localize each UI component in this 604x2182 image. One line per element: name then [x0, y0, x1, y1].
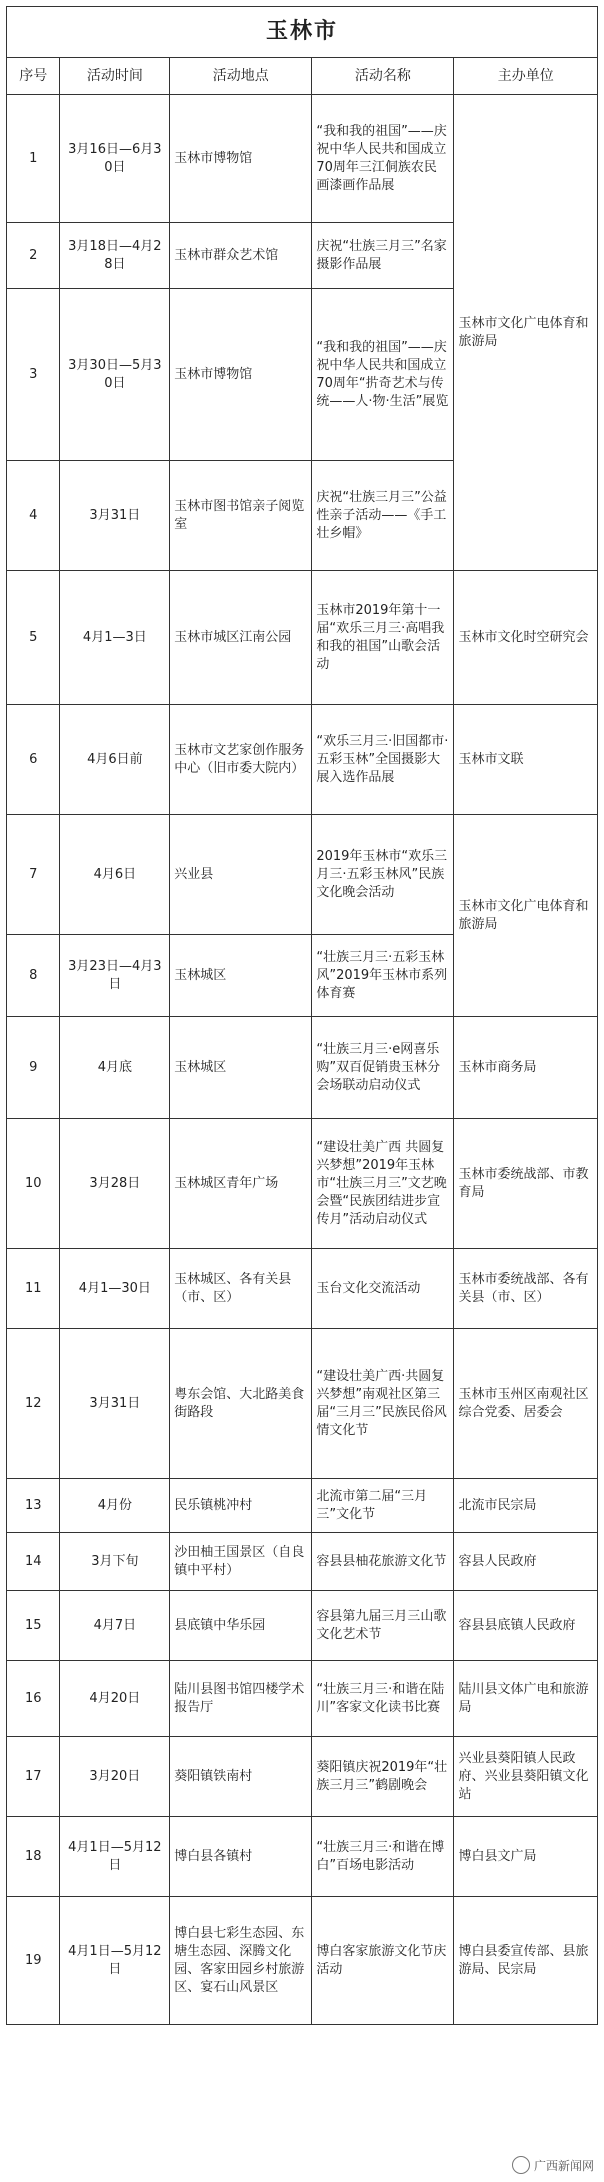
- row-organizer: 玉林市文联: [454, 705, 598, 815]
- row-place: 玉林城区青年广场: [170, 1119, 312, 1249]
- table-title: 玉林市: [7, 7, 598, 58]
- row-no: 13: [7, 1479, 60, 1533]
- row-place: 博白县各镇村: [170, 1817, 312, 1897]
- row-name: 博白客家旅游文化节庆活动: [312, 1897, 454, 2025]
- table-row: [7, 1479, 598, 1533]
- row-no: 2: [7, 223, 60, 289]
- row-time: 4月6日: [60, 815, 170, 935]
- row-place: 陆川县图书馆四楼学术报告厅: [170, 1661, 312, 1737]
- row-time: 3月23日—4月3日: [60, 935, 170, 1017]
- row-place: 博白县七彩生态园、东塘生态园、深腾文化园、客家田园乡村旅游区、宴石山风景区: [170, 1897, 312, 2025]
- row-place: 玉林城区: [170, 935, 312, 1017]
- row-name: 庆祝“壮族三月三”公益性亲子活动——《手工壮乡帽》: [312, 461, 454, 571]
- row-place: 民乐镇桃冲村: [170, 1479, 312, 1533]
- row-time: 4月1—30日: [60, 1249, 170, 1329]
- row-name: 2019年玉林市“欢乐三月三·五彩玉林风”民族文化晚会活动: [312, 815, 454, 935]
- row-no: 6: [7, 705, 60, 815]
- row-name: 庆祝“壮族三月三”名家摄影作品展: [312, 223, 454, 289]
- row-no: 16: [7, 1661, 60, 1737]
- table-row: [7, 1661, 598, 1737]
- row-name: 容县县柚花旅游文化节: [312, 1533, 454, 1591]
- row-name: “壮族三月三·和谐在博白”百场电影活动: [312, 1817, 454, 1897]
- row-organizer: 玉林市文化广电体育和旅游局: [454, 815, 598, 1017]
- table-row: [7, 1591, 598, 1661]
- header-place: 活动地点: [170, 58, 312, 95]
- table-row: [7, 1817, 598, 1897]
- table-row: [7, 1017, 598, 1119]
- row-place: 粤东会馆、大北路美食街路段: [170, 1329, 312, 1479]
- row-place: 沙田柚王国景区（自良镇中平村）: [170, 1533, 312, 1591]
- row-no: 14: [7, 1533, 60, 1591]
- row-organizer: 玉林市委统战部、市教育局: [454, 1119, 598, 1249]
- table-row: [7, 1119, 598, 1249]
- row-no: 8: [7, 935, 60, 1017]
- row-name: 北流市第二届“三月三”文化节: [312, 1479, 454, 1533]
- row-place: 玉林城区: [170, 1017, 312, 1119]
- table-row: [7, 95, 598, 223]
- row-organizer: 容县人民政府: [454, 1533, 598, 1591]
- header-time: 活动时间: [60, 58, 170, 95]
- row-time: 3月下旬: [60, 1533, 170, 1591]
- table-row: [7, 1533, 598, 1591]
- row-time: 4月底: [60, 1017, 170, 1119]
- watermark: [512, 2156, 594, 2174]
- row-time: 3月16日—6月30日: [60, 95, 170, 223]
- row-time: 3月20日: [60, 1737, 170, 1817]
- row-name: “建设壮美广西 共圆复兴梦想”2019年玉林市“壮族三月三”文艺晚会暨“民族团结进步宣传月”活动启动仪式: [312, 1119, 454, 1249]
- row-name: 玉林市2019年第十一届“欢乐三月三·高唱我和我的祖国”山歌会活动: [312, 571, 454, 705]
- row-no: 10: [7, 1119, 60, 1249]
- table-row: [7, 571, 598, 705]
- table-row: [7, 1329, 598, 1479]
- row-time: 3月30日—5月30日: [60, 289, 170, 461]
- row-name: “建设壮美广西·共圆复兴梦想”南观社区第三届“三月三”民族民俗风情文化节: [312, 1329, 454, 1479]
- row-no: 7: [7, 815, 60, 935]
- row-organizer: 玉林市玉州区南观社区综合党委、居委会: [454, 1329, 598, 1479]
- row-no: 4: [7, 461, 60, 571]
- row-organizer: 北流市民宗局: [454, 1479, 598, 1533]
- header-no: 序号: [7, 58, 60, 95]
- row-name: “壮族三月三·e网喜乐购”双百促销贵玉林分会场联动启动仪式: [312, 1017, 454, 1119]
- header-name: 活动名称: [312, 58, 454, 95]
- row-name: “我和我的祖国”——庆祝中华人民共和国成立70周年“扸奇艺术与传统——人·物·生活”展览: [312, 289, 454, 461]
- row-organizer: 玉林市商务局: [454, 1017, 598, 1119]
- row-place: 葵阳镇铁南村: [170, 1737, 312, 1817]
- row-name: “壮族三月三·和谐在陆川”客家文化读书比赛: [312, 1661, 454, 1737]
- row-place: 玉林市博物馆: [170, 95, 312, 223]
- row-place: 玉林城区、各有关县（市、区）: [170, 1249, 312, 1329]
- row-no: 9: [7, 1017, 60, 1119]
- row-time: 3月31日: [60, 461, 170, 571]
- row-time: 3月18日—4月28日: [60, 223, 170, 289]
- row-no: 12: [7, 1329, 60, 1479]
- wechat-icon: [512, 2156, 530, 2174]
- row-name: “欢乐三月三·旧国都市·五彩玉林”全国摄影大展入选作品展: [312, 705, 454, 815]
- row-organizer: 玉林市委统战部、各有关县（市、区）: [454, 1249, 598, 1329]
- row-name: 玉台文化交流活动: [312, 1249, 454, 1329]
- row-time: 4月7日: [60, 1591, 170, 1661]
- row-no: 17: [7, 1737, 60, 1817]
- row-time: 3月28日: [60, 1119, 170, 1249]
- row-organizer: 容县县底镇人民政府: [454, 1591, 598, 1661]
- table-row: [7, 1737, 598, 1817]
- table-row: [7, 705, 598, 815]
- row-time: 4月1日—5月12日: [60, 1897, 170, 2025]
- row-time: 4月6日前: [60, 705, 170, 815]
- row-no: 5: [7, 571, 60, 705]
- row-time: 3月31日: [60, 1329, 170, 1479]
- row-organizer: 兴业县葵阳镇人民政府、兴业县葵阳镇文化站: [454, 1737, 598, 1817]
- row-organizer: 玉林市文化广电体育和旅游局: [454, 95, 598, 571]
- row-organizer: 陆川县文体广电和旅游局: [454, 1661, 598, 1737]
- row-place: 玉林市城区江南公园: [170, 571, 312, 705]
- table-row: [7, 1897, 598, 2025]
- row-name: “我和我的祖国”——庆祝中华人民共和国成立70周年三江侗族农民画漆画作品展: [312, 95, 454, 223]
- table-row: [7, 1249, 598, 1329]
- row-name: 葵阳镇庆祝2019年“壮族三月三”鹤剧晚会: [312, 1737, 454, 1817]
- header-organizer: 主办单位: [454, 58, 598, 95]
- row-no: 15: [7, 1591, 60, 1661]
- watermark-text: 广西新闻网: [533, 2158, 594, 2173]
- row-name: “壮族三月三·五彩玉林风”2019年玉林市系列体育赛: [312, 935, 454, 1017]
- row-no: 3: [7, 289, 60, 461]
- row-time: 4月20日: [60, 1661, 170, 1737]
- row-time: 4月1—3日: [60, 571, 170, 705]
- table-row: [7, 815, 598, 935]
- row-time: 4月1日—5月12日: [60, 1817, 170, 1897]
- row-no: 19: [7, 1897, 60, 2025]
- row-place: 玉林市博物馆: [170, 289, 312, 461]
- row-organizer: 玉林市文化时空研究会: [454, 571, 598, 705]
- row-organizer: 博白县委宣传部、县旅游局、民宗局: [454, 1897, 598, 2025]
- row-place: 玉林市文艺家创作服务中心（旧市委大院内）: [170, 705, 312, 815]
- row-place: 兴业县: [170, 815, 312, 935]
- row-place: 玉林市图书馆亲子阅览室: [170, 461, 312, 571]
- row-no: 1: [7, 95, 60, 223]
- row-no: 18: [7, 1817, 60, 1897]
- row-organizer: 博白县文广局: [454, 1817, 598, 1897]
- activity-table: [6, 6, 598, 2025]
- row-time: 4月份: [60, 1479, 170, 1533]
- row-place: 县底镇中华乐园: [170, 1591, 312, 1661]
- row-name: 容县第九届三月三山歌文化艺术节: [312, 1591, 454, 1661]
- row-no: 11: [7, 1249, 60, 1329]
- row-place: 玉林市群众艺术馆: [170, 223, 312, 289]
